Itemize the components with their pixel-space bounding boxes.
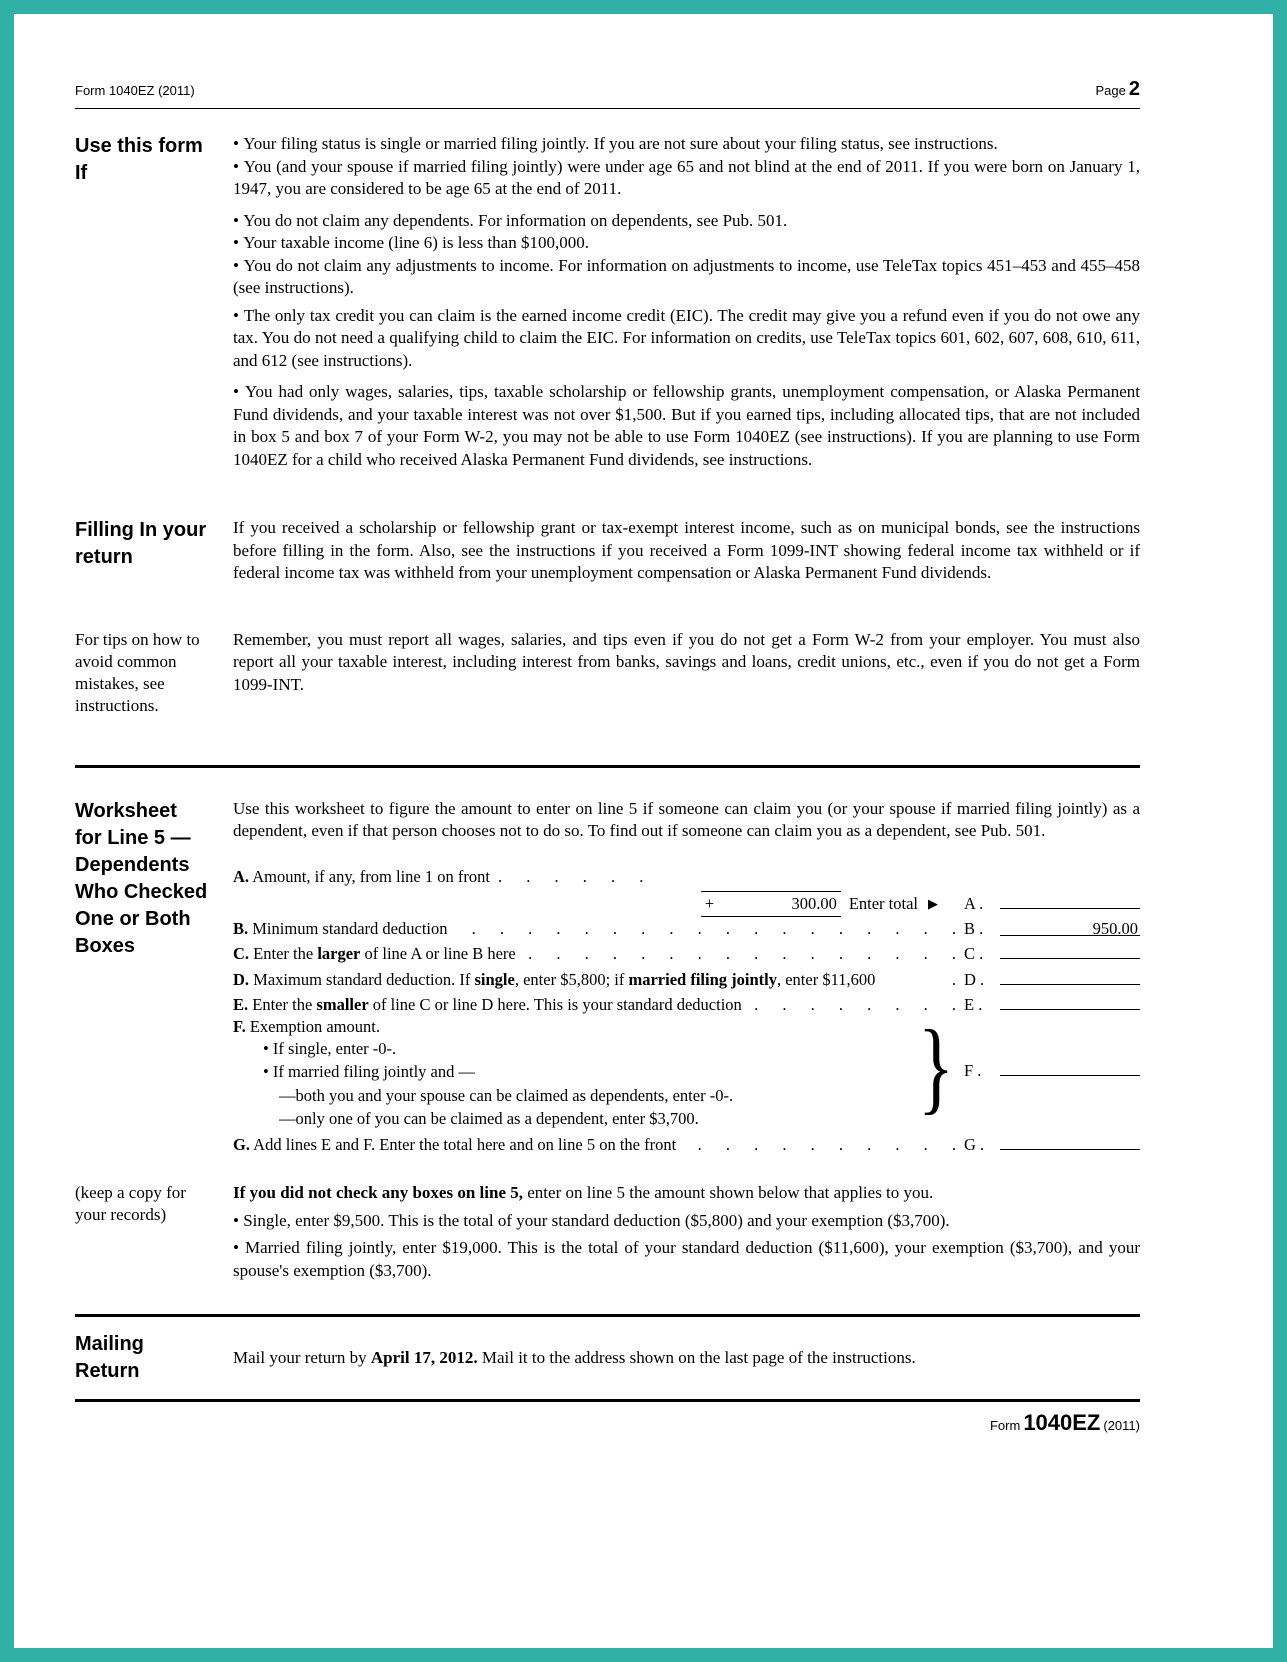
section-divider — [75, 1314, 1140, 1317]
use-form-bullet: • You do not claim any dependents. For information on dependents, see Pub. 501. — [233, 210, 1140, 233]
worksheet-row-e — [233, 991, 1140, 1017]
tips-body — [233, 629, 1140, 717]
use-form-body — [233, 133, 1140, 471]
worksheet-aside — [75, 798, 233, 1157]
section-divider — [75, 765, 1140, 768]
mailing-aside — [75, 1331, 233, 1385]
no-boxes-bullet: • Married filing jointly, enter $19,000. This is the total of your standard deduction ($11,600), your exemption ($3,700), and your spouse's exemption ($3,700). — [233, 1237, 1140, 1282]
brace-glyph: } — [918, 1008, 954, 1124]
row-a-amount: 300.00 — [791, 894, 837, 913]
worksheet-heading: Worksheet for Line 5 — Dependents Who Checked One or Both Boxes — [75, 799, 208, 957]
footer-rule — [75, 1399, 1140, 1402]
filling-aside — [75, 517, 233, 585]
use-form-bullet: • The only tax credit you can claim is the earned income credit (EIC). The credit may give you a refund even if you do not owe any tax. You do not need a qualifying child to claim the EIC. For information on credits, use TeleTax topics 601, 602, 607, 608, 610, 611, and 612 (see instructions). — [233, 305, 1140, 373]
row-g-entry-line — [1000, 1131, 1140, 1150]
row-b-leader-dots: . . . . . . . . . . . . . . . . . . — [471, 918, 956, 938]
section-tips — [75, 629, 1140, 717]
row-c-letter: C . — [964, 944, 984, 963]
page-footer — [75, 1410, 1140, 1436]
row-e-leader-dots: . . . . . . . . — [754, 995, 956, 1014]
filling-paragraph: If you received a scholarship or fellowship grant or tax-exempt interest income, such as on municipal bonds, see the instructions before filling in the form. Also, see the instructions if you received a Form 1099-INT showing federal income tax withheld or if federal income tax was withheld from your unemployment compensation or Alaska Permanent Fund dividends. — [233, 518, 1140, 582]
mailing-paragraph: Mail your return by April 17, 2012. Mail it to the address shown on the last page of the instructions. — [233, 1348, 916, 1367]
row-f-bullet: • If single, enter -0-. — [233, 1037, 1140, 1061]
page-label: Page — [1095, 83, 1126, 98]
row-f-letter: F . — [964, 1060, 982, 1080]
row-g-leader-dots: . . . . . . . . . . — [697, 1134, 956, 1154]
row-a-entry-line — [1000, 890, 1140, 909]
row-b-value: 950.00 — [1092, 918, 1138, 936]
plus-sign: + — [704, 894, 715, 913]
row-c-leader-dots: . . . . . . . . . . . . . . . . — [528, 944, 956, 963]
use-form-bullet: • You do not claim any adjustments to income. For information on adjustments to income, use TeleTax topics 451–453 and 455–458 (see instructions). — [233, 255, 1140, 300]
enter-total-label: Enter total — [848, 894, 918, 913]
worksheet-row-g — [233, 1131, 1140, 1157]
row-a-label: A. Amount, if any, from line 1 on front — [233, 866, 490, 886]
keep-copy-note: (keep a copy for your records) — [75, 1183, 186, 1224]
use-form-bullet: • Your taxable income (line 6) is less than $100,000. — [233, 232, 1140, 255]
worksheet-row-f — [233, 1008, 1140, 1131]
row-f-entry-line — [1000, 1057, 1140, 1076]
footer-form-year: (2011) — [1103, 1418, 1140, 1433]
row-b-label: B. Minimum standard deduction — [233, 918, 448, 938]
use-form-bullet: • Your filing status is single or married filing jointly. If you are not sure about your filing status, see instructions. — [233, 133, 1140, 156]
mailing-body — [233, 1331, 1140, 1385]
row-g-letter: G . — [964, 1134, 985, 1154]
header-form-id: Form 1040EZ (2011) — [75, 83, 195, 98]
worksheet-row-a-entry — [233, 890, 1140, 917]
worksheet-body — [233, 798, 1140, 1157]
no-boxes-bullet: • Single, enter $9,500. This is the total of your standard deduction ($5,800) and your exemption ($3,700). — [233, 1210, 1140, 1233]
row-b-letter: B . — [964, 918, 984, 938]
row-d-leader-dots: . — [951, 969, 956, 989]
row-b-entry-line — [1000, 917, 1140, 936]
section-filling-in-return — [75, 517, 1140, 585]
worksheet-row-b — [233, 917, 1140, 941]
header-rule — [75, 108, 1140, 109]
worksheet-row-d — [233, 966, 1140, 992]
page-header — [75, 78, 1140, 101]
section-worksheet-line5 — [75, 798, 1140, 1157]
row-d-entry-line — [1000, 966, 1140, 985]
keep-copy-aside — [75, 1182, 233, 1282]
row-d-letter: D . — [964, 969, 985, 989]
filling-heading: Filling In your return — [75, 519, 207, 568]
row-c-label: C. Enter the larger of line A or line B here — [233, 944, 516, 963]
row-f-label: F. Exemption amount. — [233, 1016, 380, 1036]
row-d-label: D. Maximum standard deduction. If single, enter $5,800; if married filing jointly, enter $11,600 — [233, 969, 876, 989]
filling-body — [233, 517, 1140, 585]
use-form-bullet: • You had only wages, salaries, tips, taxable scholarship or fellowship grants, unemployment compensation, or Alaska Permanent Fund dividends, and your taxable interest was not over $1,500. But if you earned tips, including allocated tips, that are not included in box 5 and box 7 of your Form W-2, you may not be able to use Form 1040EZ (see instructions). If you are planning to use Form 1040EZ for a child who received Alaska Permanent Fund dividends, see instructions. — [233, 381, 1140, 471]
row-a-leader-dots: . . . . . . — [497, 866, 644, 886]
tips-paragraph: Remember, you must report all wages, salaries, and tips even if you do not get a Form W-2 from your employer. You must also report all your taxable interest, including interest from banks, savings and loans, credit unions, etc., even if you do not get a Form 1099-INT. — [233, 629, 1140, 694]
use-form-bullet: • You (and your spouse if married filing jointly) were under age 65 and not blind at the end of 2011. If you were born on January 1, 1947, you are considered to be age 65 at the end of 2011. — [233, 156, 1140, 201]
use-form-aside — [75, 133, 233, 471]
section-keep-copy — [75, 1182, 1140, 1282]
tips-aside-note: For tips on how to avoid common mistakes, see instructions. — [75, 629, 200, 715]
form-page — [14, 14, 1273, 1648]
mailing-heading: Mailing Return — [75, 1333, 144, 1382]
section-use-this-form — [75, 133, 1140, 471]
keep-copy-body — [233, 1182, 1140, 1282]
row-f-entry — [964, 1057, 1140, 1081]
worksheet-row-c — [233, 940, 1140, 966]
section-mailing-return — [75, 1331, 1140, 1385]
arrow-right-icon: ▶ — [928, 895, 938, 911]
row-f-dash-option: —only one of you can be claimed as a dependent, enter $3,700. — [279, 1109, 699, 1128]
row-e-label: E. Enter the smaller of line C or line D here. This is your standard deduction — [233, 995, 742, 1014]
worksheet-rows — [233, 865, 1140, 1157]
no-boxes-intro: If you did not check any boxes on line 5, enter on line 5 the amount shown below that applies to you. — [233, 1183, 934, 1202]
page-number: 2 — [1128, 78, 1140, 100]
row-f-bullet: • If married filing jointly and — — [233, 1060, 1140, 1084]
tips-aside — [75, 629, 233, 717]
enter-total-box — [701, 891, 841, 917]
row-g-label: G. Add lines E and F. Enter the total here and on line 5 on the front — [233, 1134, 677, 1154]
footer-form-number: 1040EZ — [1023, 1410, 1101, 1435]
header-page-indicator — [1096, 78, 1141, 101]
row-e-entry-line — [1000, 991, 1140, 1010]
use-form-heading: Use this form If — [75, 135, 203, 184]
footer-form-label: Form — [989, 1418, 1021, 1433]
row-c-entry-line — [1000, 940, 1140, 959]
row-e-letter: E . — [964, 995, 983, 1014]
row-f-dash-option: —both you and your spouse can be claimed as dependents, enter -0-. — [279, 1085, 734, 1105]
row-a-letter: A . — [964, 894, 984, 913]
worksheet-intro: Use this worksheet to figure the amount to enter on line 5 if someone can claim you (or your spouse if married filing jointly) as a dependent, even if that person chooses not to do so. To find out if someone can claim you as a dependent, see Pub. 501. — [233, 798, 1140, 840]
worksheet-row-a — [233, 865, 1140, 889]
